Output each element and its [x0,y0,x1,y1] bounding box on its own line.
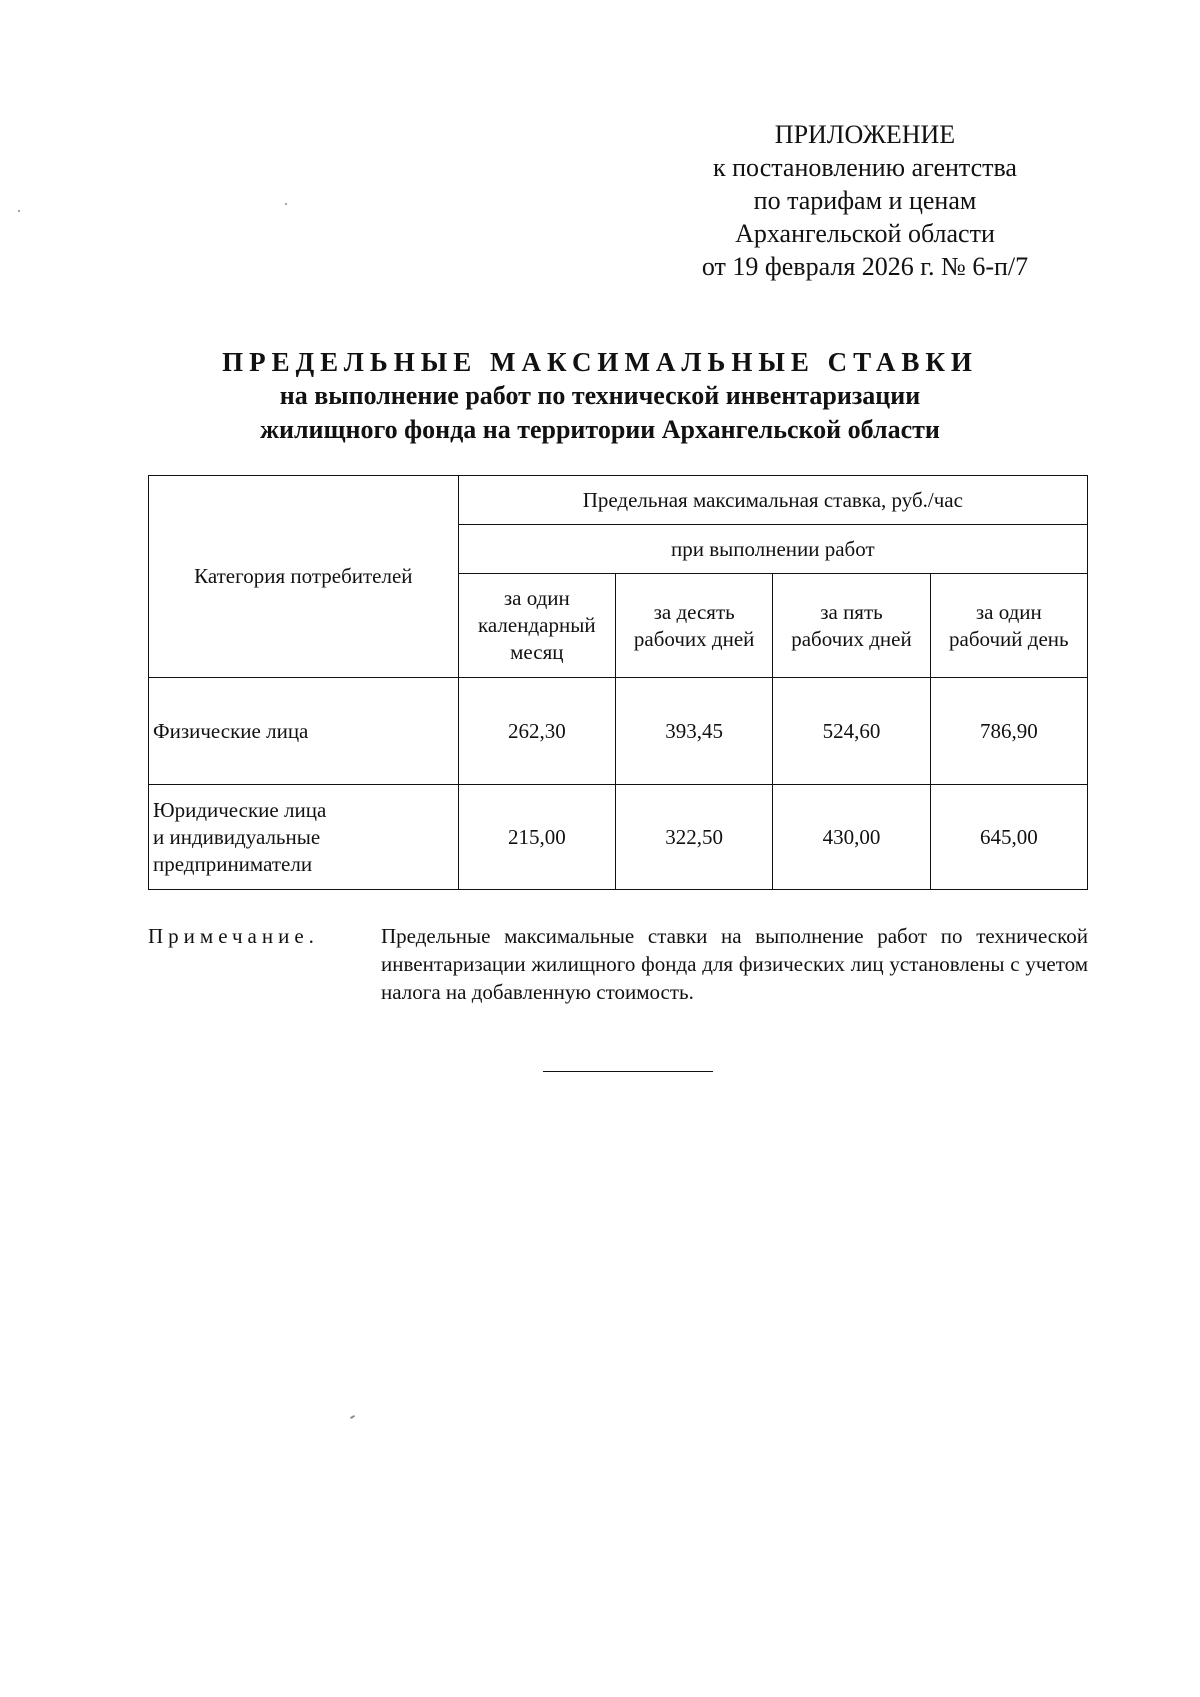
title-subtitle: на выполнение работ по технической инвентаризации [279,381,921,410]
note-label: Примечание. [148,924,319,948]
category-line: Юридические лица [153,797,327,822]
rate-value-cell: 215,00 [458,785,615,890]
category-header: Категория потребителей [149,476,459,678]
appendix-line: Архангельской области [735,219,995,248]
appendix-block [600,118,1130,283]
title-main: ПРЕДЕЛЬНЫЕ МАКСИМАЛЬНЫЕ СТАВКИ [222,347,978,377]
rate-value-cell: 262,30 [458,678,615,785]
title-subtitle: жилищного фонда на территории Архангельской области [260,415,940,444]
rate-value-cell: 645,00 [930,785,1087,890]
scan-speck [18,210,20,212]
rate-header: Предельная максимальная ставка, руб./час [458,476,1087,525]
table-row [149,678,1088,785]
category-line: и индивидуальные [153,824,321,849]
rate-value-cell: 322,50 [615,785,772,890]
table-header-row [149,476,1088,525]
table-row [149,785,1088,890]
appendix-line: по тарифам и ценам [753,186,977,215]
scan-speck [285,203,287,205]
rates-table [148,475,1088,890]
column-header-line: рабочий день [949,626,1069,651]
rate-value-cell: 430,00 [773,785,930,890]
rate-value-cell: 393,45 [615,678,772,785]
scan-speck [350,1415,355,1419]
note-text: Предельные максимальные ставки на выполнение работ по технической инвентаризации жилищного фонда для физических лиц установлены с учетом налога на добавленную стоимость. [381,924,1088,1004]
rate-value-cell: 524,60 [773,678,930,785]
column-header-line: за один [975,599,1042,624]
column-header-line: рабочих дней [633,626,755,651]
document-title [140,345,1060,447]
category-line: Физические лица [153,718,309,743]
works-header: при выполнении работ [458,525,1087,574]
end-separator-line [543,1071,713,1072]
column-header-line: календарный [478,613,596,637]
column-header-line: рабочих дней [791,626,912,651]
category-cell [149,785,459,890]
column-header-line: за один [503,586,570,610]
appendix-title: ПРИЛОЖЕНИЕ [774,120,956,149]
column-header-line: месяц [510,640,564,664]
rate-value-cell: 786,90 [930,678,1087,785]
column-header-line: за пять [820,599,883,624]
column-header [773,574,930,678]
column-header [458,574,615,678]
column-header-line: за десять [653,599,735,624]
column-header [930,574,1087,678]
column-header [615,574,772,678]
appendix-line: к постановлению агентства [713,153,1017,182]
category-cell [149,678,459,785]
appendix-date-number: от 19 февраля 2026 г. № 6-п/7 [701,252,1029,281]
category-line: предприниматели [153,851,313,876]
